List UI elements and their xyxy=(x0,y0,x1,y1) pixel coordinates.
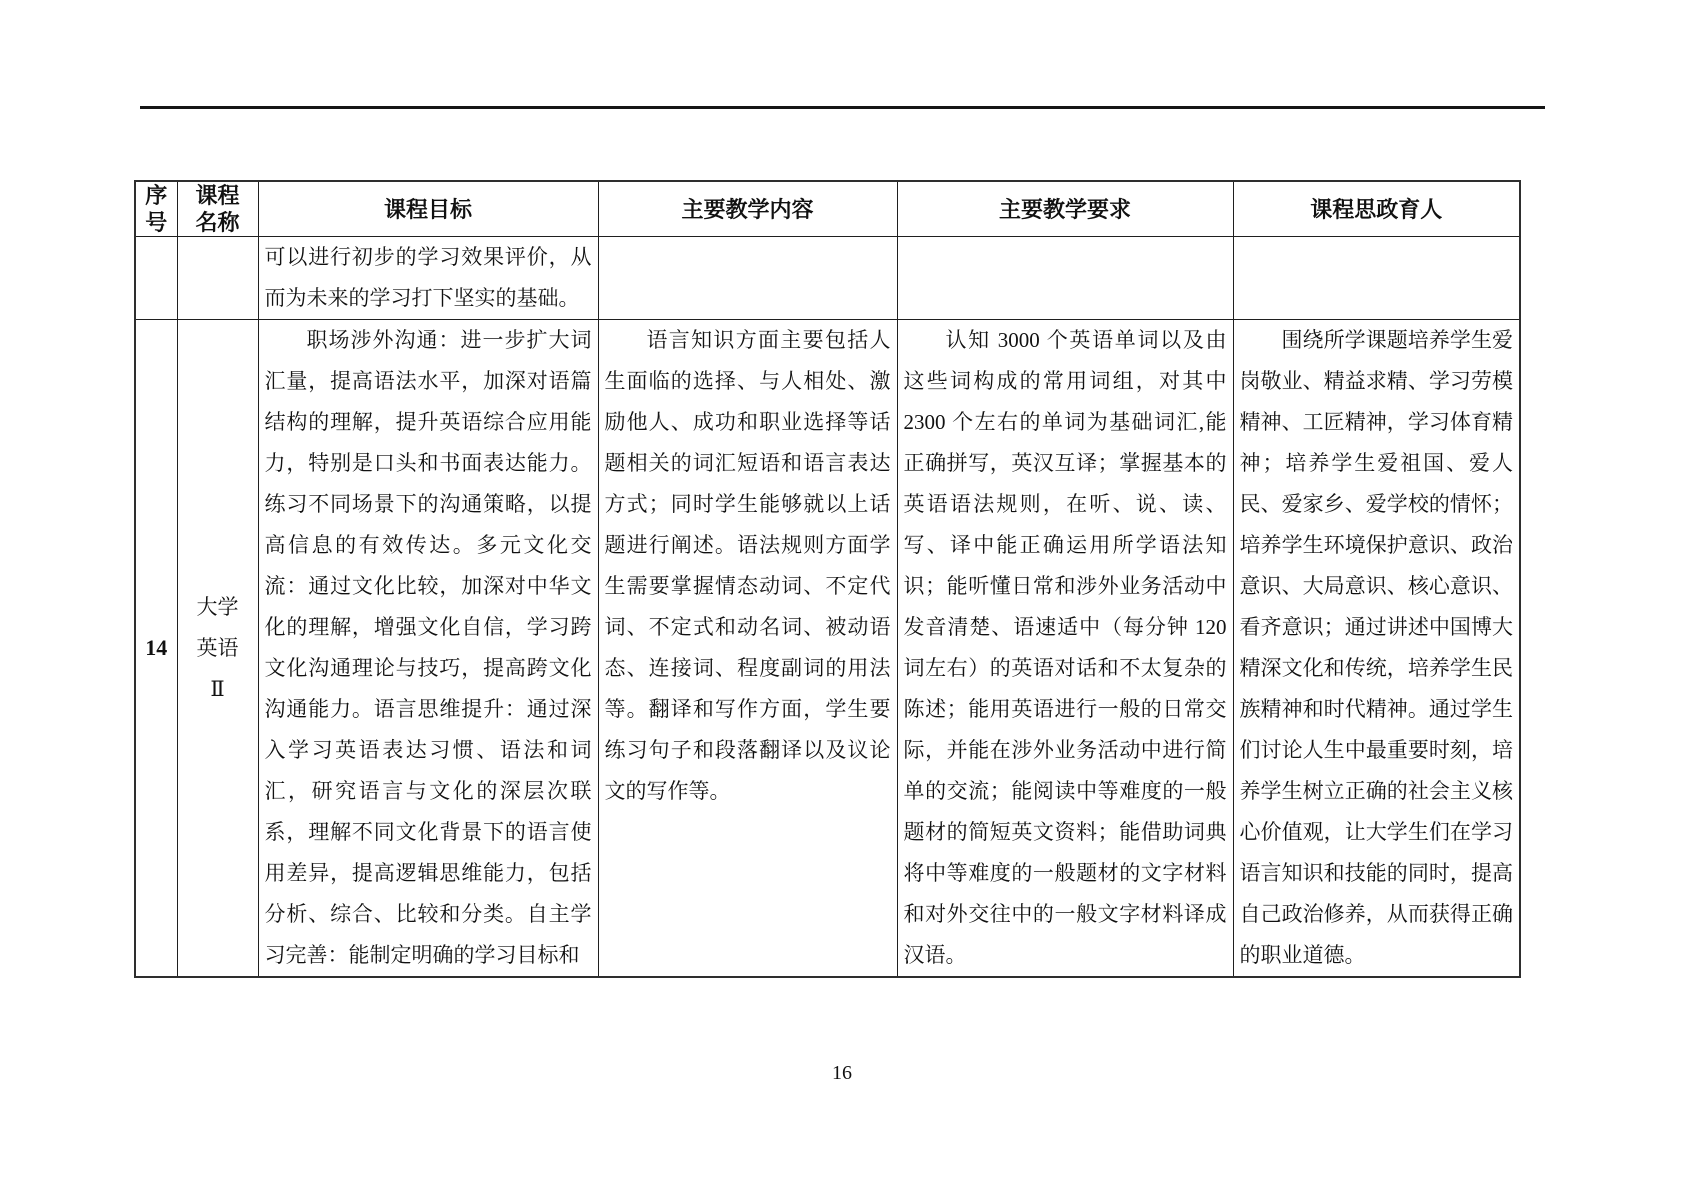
col-header-course-name-label: 课程名称 xyxy=(195,183,240,235)
table-body xyxy=(135,237,1520,978)
cont-course-name-cell xyxy=(177,237,258,320)
requirements-cell xyxy=(897,320,1233,978)
cont-objectives-cell xyxy=(258,237,598,320)
col-header-objectives: 课程目标 xyxy=(258,181,598,237)
col-header-seq xyxy=(135,181,177,237)
col-header-ideology: 课程思政育人 xyxy=(1233,181,1520,237)
content-cell xyxy=(598,320,897,978)
table-header-row xyxy=(135,181,1520,237)
course-name-text: 大学英语Ⅱ xyxy=(196,594,239,701)
ideology-cell xyxy=(1233,320,1520,978)
table-header xyxy=(135,181,1520,237)
col-header-seq-label: 序号 xyxy=(145,183,168,235)
page-header-rule xyxy=(140,106,1545,109)
course-name-cell xyxy=(177,320,258,978)
seq-cell: 14 xyxy=(135,320,177,978)
cont-content-cell xyxy=(598,237,897,320)
table-row-course-14 xyxy=(135,320,1520,978)
col-header-content: 主要教学内容 xyxy=(598,181,897,237)
objectives-cell xyxy=(258,320,598,978)
course-table xyxy=(134,180,1521,978)
ideology-text: 围绕所学课题培养学生爱岗敬业、精益求精、学习劳模精神、工匠精神，学习体育精神；培养学生爱祖国、爱人民、爱家乡、爱学校的情怀；培养学生环境保护意识、政治意识、大局意识、核心意识、看齐意识；通过讲述中国博大精深文化和传统，培养学生民族精神和时代精神。通过学生们讨论人生中最重要时刻，培养学生树立正确的社会主义核心价值观，让大学生们在学习语言知识和技能的同时，提高自己政治修养，从而获得正确的职业道德。 xyxy=(1239,328,1513,967)
requirements-text: 认知 3000 个英语单词以及由这些词构成的常用词组，对其中 2300 个左右的单词为基础词汇,能正确拼写，英汉互译；掌握基本的英语语法规则，在听、说、读、写、译中能正确运用所学语法知识；能听懂日常和涉外业务活动中发音清楚、语速适中（每分钟 120 词左右）的英语对话和不太复杂的陈述；能用英语进行一般的日常交际，并能在涉外业务活动中进行简单的交流；能阅读中等难度的一般题材的简短英文资料；能借助词典将中等难度的一般题材的文字材料和对外交往中的一般文字材料译成汉语。 xyxy=(903,328,1227,967)
col-header-requirements: 主要教学要求 xyxy=(897,181,1233,237)
cont-ideology-cell xyxy=(1233,237,1520,320)
objectives-text: 职场涉外沟通：进一步扩大词汇量，提高语法水平，加深对语篇结构的理解，提升英语综合应用能力，特别是口头和书面表达能力。练习不同场景下的沟通策略，以提高信息的有效传达。多元文化交流：通过文化比较，加深对中华文化的理解，增强文化自信，学习跨文化沟通理论与技巧，提高跨文化沟通能力。语言思维提升：通过深入学习英语表达习惯、语法和词汇，研究语言与文化的深层次联系，理解不同文化背景下的语言使用差异，提高逻辑思维能力，包括分析、综合、比较和分类。自主学习完善：能制定明确的学习目标和 xyxy=(264,328,592,967)
col-header-course-name xyxy=(177,181,258,237)
cont-objectives-text: 可以进行初步的学习效果评价，从而为未来的学习打下坚实的基础。 xyxy=(264,245,592,310)
page-number: 16 xyxy=(832,1062,852,1084)
cont-requirements-cell xyxy=(897,237,1233,320)
cont-seq-cell xyxy=(135,237,177,320)
content-text: 语言知识方面主要包括人生面临的选择、与人相处、激励他人、成功和职业选择等话题相关的词汇短语和语言表达方式；同时学生能够就以上话题进行阐述。语法规则方面学生需要掌握情态动词、不定代词、不定式和动名词、被动语态、连接词、程度副词的用法等。翻译和写作方面，学生要练习句子和段落翻译以及议论文的写作等。 xyxy=(604,328,891,803)
table-row-continuation xyxy=(135,237,1520,320)
